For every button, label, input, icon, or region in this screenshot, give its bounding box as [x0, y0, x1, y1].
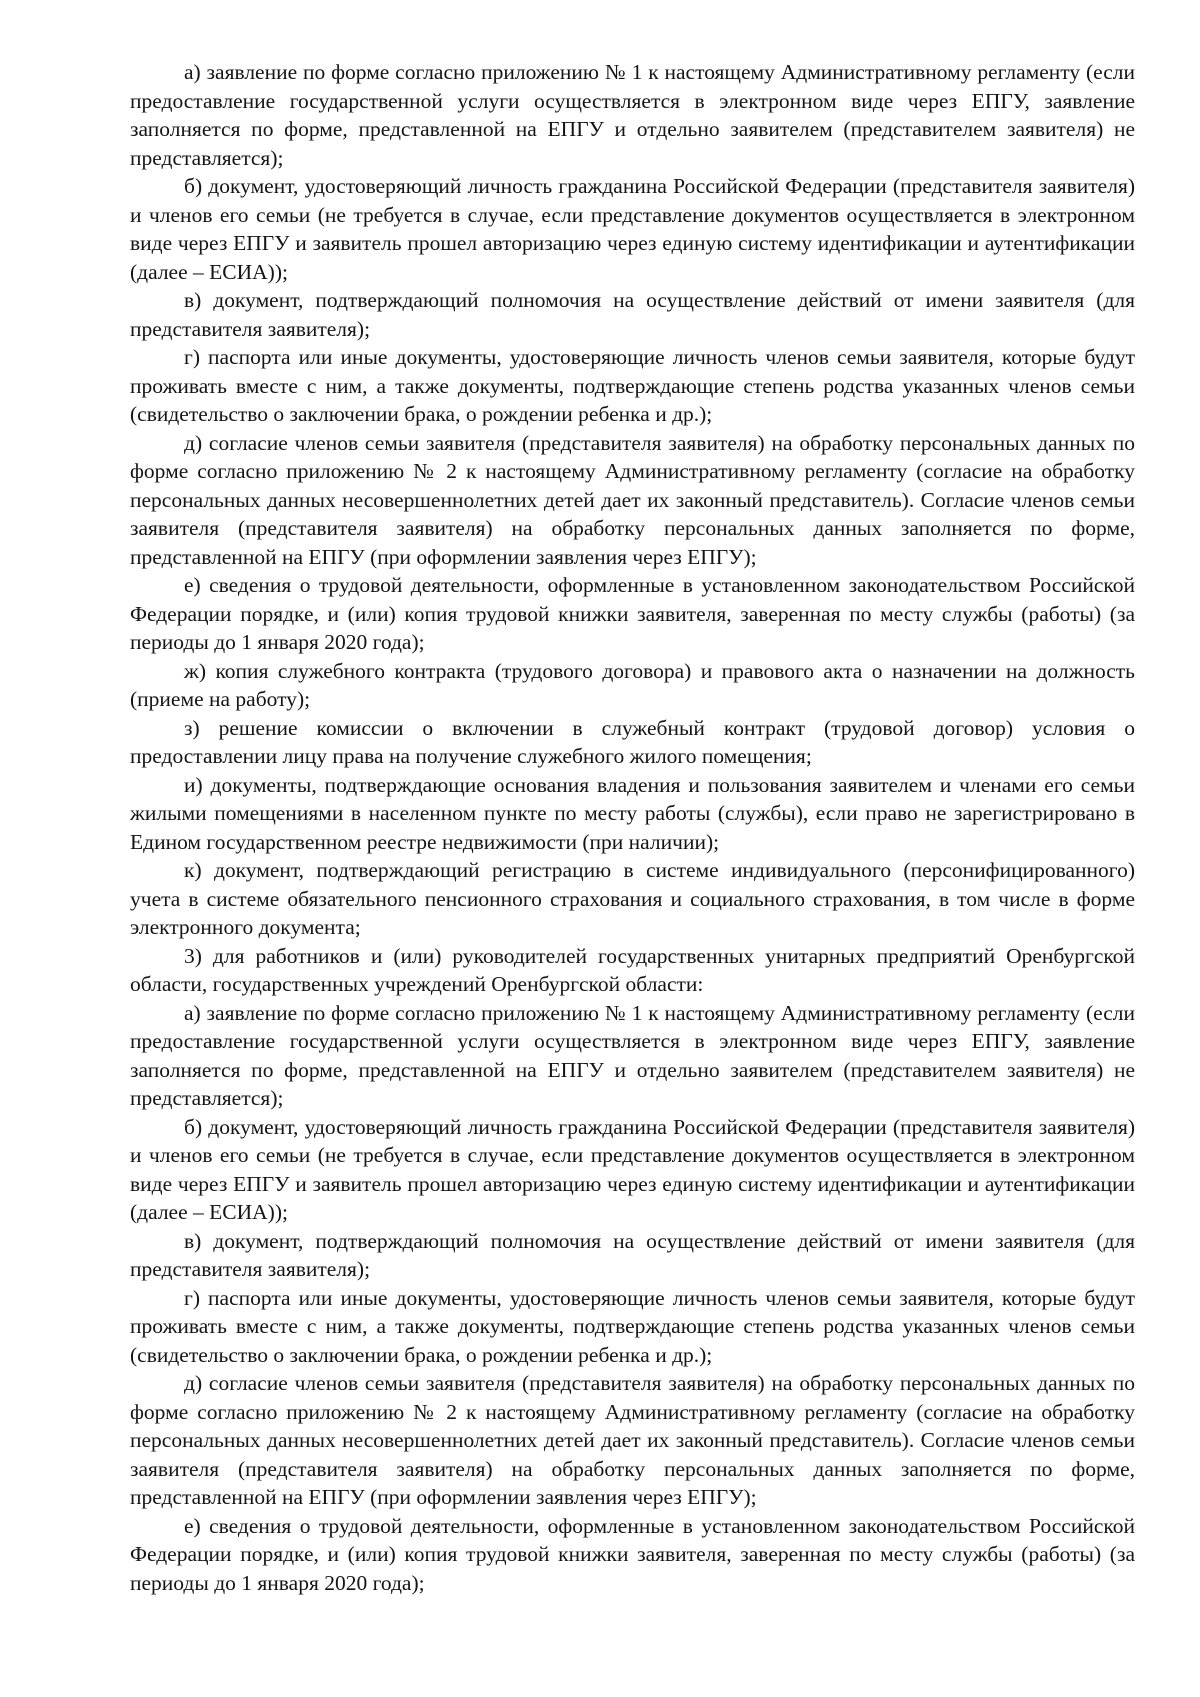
paragraph-1d-data-consent: д) согласие членов семьи заявителя (представителя заявителя) на обработку персональных данных по форме согласно приложению № 2 к настоящему Административному регламенту (согласие на обработку персональных данных несовершеннолетних детей дает их законный представитель). Согласие членов семьи заявителя (представителя заявителя) на обработку персональных данных заполняется по форме, представленной на ЕПГУ (при оформлении заявления через ЕПГУ);	[130, 430, 1135, 569]
paragraph-3g-family-passports: г) паспорта или иные документы, удостоверяющие личность членов семьи заявителя, которые будут проживать вместе с ним, а также документы, подтверждающие степень родства указанных членов семьи (свидетельство о заключении брака, о рождении ребенка и др.);	[130, 1285, 1135, 1367]
paragraph-3a-application: а) заявление по форме согласно приложению № 1 к настоящему Административному регламенту (если предоставление государственной услуги осуществляется в электронном виде через ЕПГУ, заявление заполняется по форме, представленной на ЕПГУ и отдельно заявителем (представителем заявителя) не представляется);	[130, 1000, 1135, 1110]
paragraph-3b-identity-document: б) документ, удостоверяющий личность гражданина Российской Федерации (представителя заявителя) и членов его семьи (не требуется в случае, если представление документов осуществляется в электронном виде через ЕПГУ и заявитель прошел авторизацию через единую систему идентификации и аутентификации (далее – ЕСИА));	[130, 1114, 1135, 1224]
paragraph-3d-data-consent: д) согласие членов семьи заявителя (представителя заявителя) на обработку персональных данных по форме согласно приложению № 2 к настоящему Административному регламенту (согласие на обработку персональных данных несовершеннолетних детей дает их законный представитель). Согласие членов семьи заявителя (представителя заявителя) на обработку персональных данных заполняется по форме, представленной на ЕПГУ (при оформлении заявления через ЕПГУ);	[130, 1371, 1135, 1509]
paragraph-3v-authority-document: в) документ, подтверждающий полномочия на осуществление действий от имени заявителя (для представителя заявителя);	[130, 1228, 1135, 1281]
paragraph-1v-authority-document: в) документ, подтверждающий полномочия на осуществление действий от имени заявителя (для представителя заявителя);	[130, 288, 1135, 341]
document-body	[130, 58, 1135, 1597]
paragraph-1b-identity-document: б) документ, удостоверяющий личность гражданина Российской Федерации (представителя заявителя) и членов его семьи (не требуется в случае, если представление документов осуществляется в электронном виде через ЕПГУ и заявитель прошел авторизацию через единую систему идентификации и аутентификации (далее – ЕСИА));	[130, 174, 1135, 284]
paragraph-3-state-enterprises: 3) для работников и (или) руководителей государственных унитарных предприятий Оренбургской области, государственных учреждений Оренбургской области:	[130, 943, 1135, 996]
paragraph-3e-work-history: е) сведения о трудовой деятельности, оформленные в установленном законодательством Российской Федерации порядке, и (или) копия трудовой книжки заявителя, заверенная по месту службы (работы) (за периоды до 1 января 2020 года);	[130, 1513, 1135, 1595]
paragraph-1zh-service-contract: ж) копия служебного контракта (трудового договора) и правового акта о назначении на должность (приеме на работу);	[130, 658, 1135, 711]
paragraph-1a-application: а) заявление по форме согласно приложению № 1 к настоящему Административному регламенту (если предоставление государственной услуги осуществляется в электронном виде через ЕПГУ, заявление заполняется по форме, представленной на ЕПГУ и отдельно заявителем (представителем заявителя) не представляется);	[130, 60, 1135, 170]
paragraph-1z-commission-decision: з) решение комиссии о включении в служебный контракт (трудовой договор) условия о предоставлении лицу права на получение служебного жилого помещения;	[130, 715, 1135, 768]
paragraph-1i-housing-documents: и) документы, подтверждающие основания владения и пользования заявителем и членами его семьи жилыми помещениями в населенном пункте по месту работы (службы), если право не зарегистрировано в Едином государственном реестре недвижимости (при наличии);	[130, 772, 1135, 854]
paragraph-1e-work-history: е) сведения о трудовой деятельности, оформленные в установленном законодательством Российской Федерации порядке, и (или) копия трудовой книжки заявителя, заверенная по месту службы (работы) (за периоды до 1 января 2020 года);	[130, 573, 1135, 654]
paragraph-1g-family-passports: г) паспорта или иные документы, удостоверяющие личность членов семьи заявителя, которые будут проживать вместе с ним, а также документы, подтверждающие степень родства указанных членов семьи (свидетельство о заключении брака, о рождении ребенка и др.);	[130, 345, 1135, 426]
paragraph-1k-pension-registration: к) документ, подтверждающий регистрацию в системе индивидуального (персонифицированного) учета в системе обязательного пенсионного страхования и социального страхования, в том числе в форме электронного документа;	[130, 858, 1135, 939]
